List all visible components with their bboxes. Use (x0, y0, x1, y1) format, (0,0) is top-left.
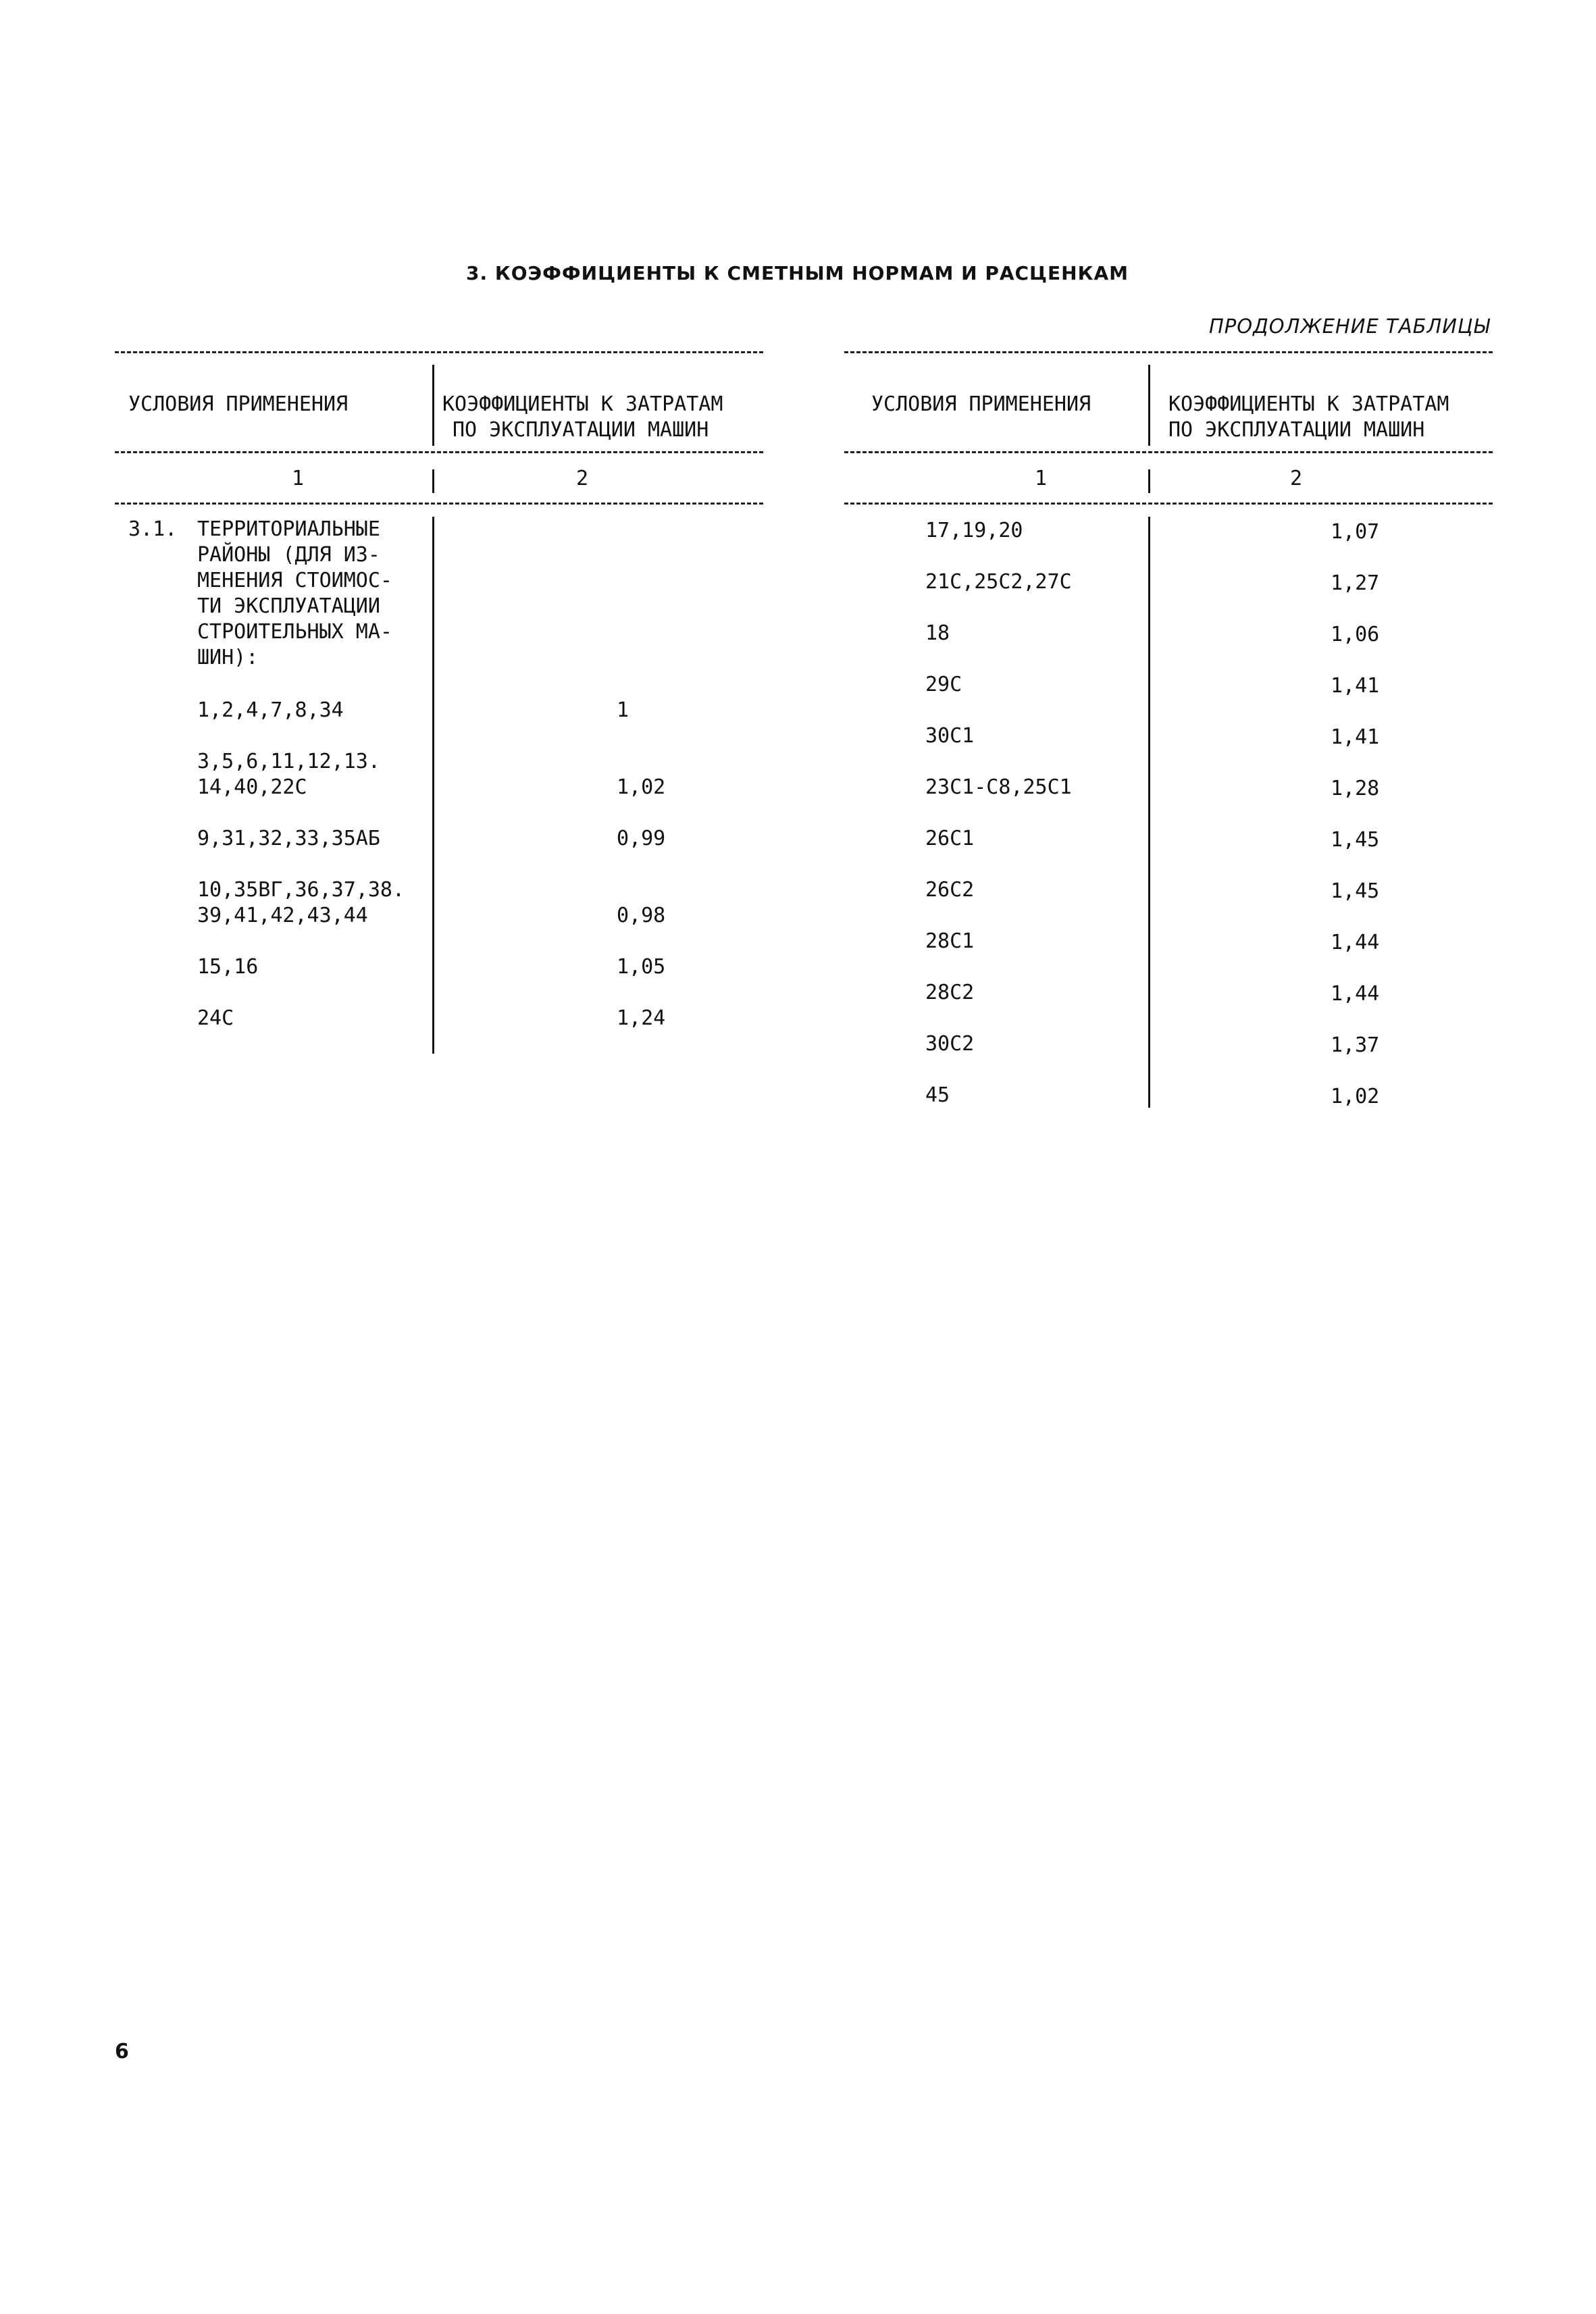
right-colnum-2: 2 (1290, 467, 1303, 490)
left-colnum-2: 2 (576, 467, 589, 490)
left-header-col2-line2: ПО ЭКСПЛУАТАЦИИ МАШИН (453, 418, 709, 442)
coefficient-cell: 1,24 (617, 1006, 666, 1030)
coefficient-cell: 1,44 (1331, 931, 1380, 954)
left-header-col2-line1: КОЭФФИЦИЕНТЫ К ЗАТРАТАМ (442, 392, 723, 416)
coefficient-cell: 1,02 (1331, 1085, 1380, 1108)
condition-cell: 29С (925, 673, 962, 696)
condition-cell: 18 (925, 621, 950, 645)
condition-cell: 21С,25С2,27С (925, 570, 1072, 594)
right-colnum-rule (844, 503, 1493, 505)
right-header-col2-line1: КОЭФФИЦИЕНТЫ К ЗАТРАТАМ (1168, 392, 1449, 416)
coefficient-cell: 0,98 (617, 904, 666, 927)
coefficient-cell: 1 (617, 698, 629, 722)
left-colnum-1: 1 (292, 467, 305, 490)
section-line: СТРОИТЕЛЬНЫХ МА- (197, 620, 392, 644)
coefficient-cell: 1,05 (617, 955, 666, 979)
coefficient-cell: 0,99 (617, 827, 666, 850)
coefficient-cell: 1,45 (1331, 828, 1380, 852)
section-label: 3.1. (128, 517, 178, 541)
left-header-rule (115, 451, 763, 453)
coefficient-cell: 1,27 (1331, 571, 1380, 595)
condition-cell: 9,31,32,33,35АБ (197, 827, 380, 850)
coefficient-cell: 1,02 (617, 775, 666, 799)
condition-cell: 10,35ВГ,36,37,38. (197, 878, 405, 902)
right-top-rule (844, 351, 1493, 353)
condition-cell: 23С1-С8,25С1 (925, 775, 1072, 799)
section-line: ТЕРРИТОРИАЛЬНЫЕ (197, 517, 380, 541)
left-colnum-divider (432, 469, 434, 493)
left-colnum-rule (115, 503, 763, 505)
left-header-divider (432, 365, 434, 446)
right-colnum-divider (1148, 469, 1150, 493)
section-line: ШИН): (197, 646, 259, 669)
condition-cell: 14,40,22С (197, 775, 307, 799)
left-top-rule (115, 351, 763, 353)
left-body-divider (432, 517, 434, 1054)
page-title: 3. КОЭФФИЦИЕНТЫ К СМЕТНЫМ НОРМАМ И РАСЦЕНКАМ (466, 262, 1129, 284)
condition-cell: 28С2 (925, 981, 975, 1004)
condition-cell: 26С1 (925, 827, 975, 850)
coefficient-cell: 1,41 (1331, 725, 1380, 749)
condition-cell: 1,2,4,7,8,34 (197, 698, 344, 722)
section-line: ТИ ЭКСПЛУАТАЦИИ (197, 594, 380, 618)
coefficient-cell: 1,41 (1331, 674, 1380, 698)
condition-cell: 24С (197, 1006, 234, 1030)
right-colnum-1: 1 (1035, 467, 1048, 490)
left-header-col1: УСЛОВИЯ ПРИМЕНЕНИЯ (128, 392, 349, 416)
condition-cell: 15,16 (197, 955, 259, 979)
condition-cell: 30С2 (925, 1032, 975, 1056)
coefficient-cell: 1,45 (1331, 879, 1380, 903)
continuation-note: ПРОДОЛЖЕНИЕ ТАБЛИЦЫ (1209, 315, 1491, 338)
condition-cell: 26С2 (925, 878, 975, 902)
condition-cell: 28С1 (925, 929, 975, 953)
section-line: РАЙОНЫ (ДЛЯ ИЗ- (197, 543, 380, 567)
coefficient-cell: 1,44 (1331, 982, 1380, 1006)
condition-cell: 17,19,20 (925, 519, 1023, 542)
condition-cell: 30С1 (925, 724, 975, 748)
condition-cell: 3,5,6,11,12,13. (197, 750, 380, 773)
right-header-col2-line2: ПО ЭКСПЛУАТАЦИИ МАШИН (1168, 418, 1425, 442)
coefficient-cell: 1,06 (1331, 623, 1380, 646)
right-header-rule (844, 451, 1493, 453)
right-body-divider (1148, 517, 1150, 1108)
coefficient-cell: 1,37 (1331, 1033, 1380, 1057)
coefficient-cell: 1,28 (1331, 777, 1380, 800)
right-header-col1: УСЛОВИЯ ПРИМЕНЕНИЯ (871, 392, 1091, 416)
page-number: 6 (115, 2040, 129, 2063)
condition-cell: 39,41,42,43,44 (197, 904, 368, 927)
section-line: МЕНЕНИЯ СТОИМОС- (197, 569, 392, 592)
coefficient-cell: 1,07 (1331, 520, 1380, 544)
right-header-divider (1148, 365, 1150, 446)
condition-cell: 45 (925, 1083, 950, 1107)
